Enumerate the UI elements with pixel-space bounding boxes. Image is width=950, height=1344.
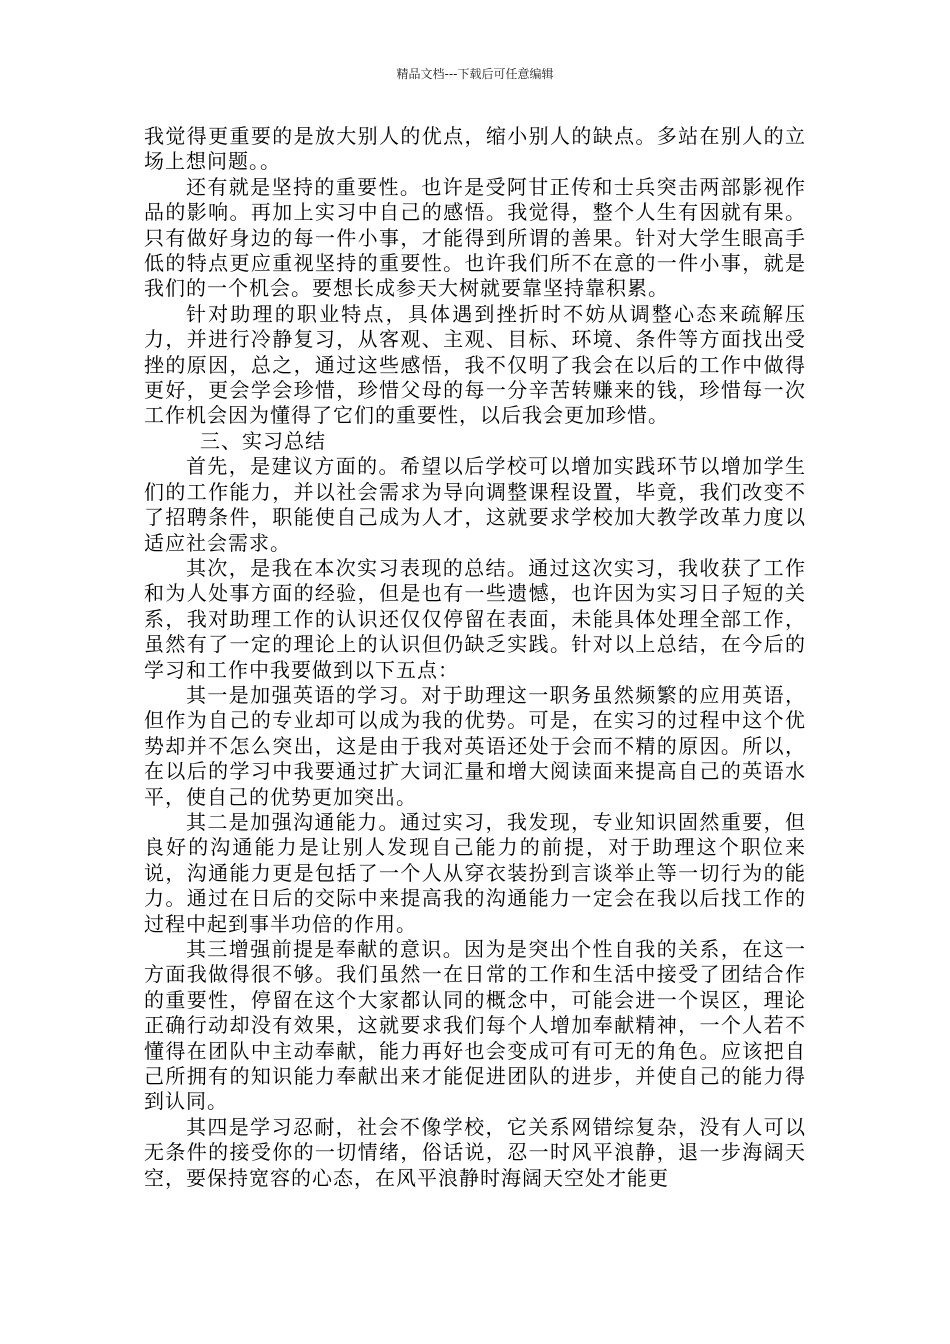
paragraph-8: 其三增强前提是奉献的意识。因为是突出个性自我的关系，在这一方面我做得很不够。我们虽然一在日常的工作和生活中接受了团结合作的重要性，停留在这个大家都认同的概念中，可能会进一个误区，理论正确行动却没有效果，这就要求我们每个人增加奉献精神，一个人若不懂得在团队中主动奉献，能力再好也会变成可有可无的角色。应该把自己所拥有的知识能力奉献出来才能促进团队的进步，并使自己的能力得到认同。 xyxy=(144,937,806,1114)
paragraph-6: 其一是加强英语的学习。对于助理这一职务虽然频繁的应用英语，但作为自己的专业却可以成为我的优势。可是，在实习的过程中这个优势却并不怎么突出，这是由于我对英语还处于会而不精的原因。所以，在以后的学习中我要通过扩大词汇量和增大阅读面来提高自己的英语水平，使自己的优势更加突出。 xyxy=(144,682,806,809)
page-header: 精品文档---下载后可任意编辑 xyxy=(396,67,554,81)
paragraph-7: 其二是加强沟通能力。通过实习，我发现，专业知识固然重要，但良好的沟通能力是让别人发现自己能力的前提，对于助理这个职位来说，沟通能力更是包括了一个人从穿衣装扮到言谈举止等一切行为的能力。通过在日后的交际中来提高我的沟通能力一定会在我以后找工作的过程中起到事半功倍的作用。 xyxy=(144,809,806,936)
paragraph-2: 还有就是坚持的重要性。也许是受阿甘正传和士兵突击两部影视作品的影响。再加上实习中自己的感悟。我觉得，整个人生有因就有果。只有做好身边的每一件小事，才能得到所谓的善果。针对大学生眼高手低的特点更应重视坚持的重要性。也许我们所不在意的一件小事，就是我们的一个机会。要想长成参天大树就要靠坚持靠积累。 xyxy=(144,174,806,301)
paragraph-4: 首先，是建议方面的。希望以后学校可以增加实践环节以增加学生们的工作能力，并以社会需求为导向调整课程设置，毕竟，我们改变不了招聘条件，职能使自己成为人才，这就要求学校加大教学改革力度以适应社会需求。 xyxy=(144,454,806,555)
paragraph-5: 其次，是我在本次实习表现的总结。通过这次实习，我收获了工作和为人处事方面的经验，但是也有一些遗憾，也许因为实习日子短的关系，我对助理工作的认识还仅仅停留在表面，未能具体处理全部工作，虽然有了一定的理论上的认识但仍缺乏实践。针对以上总结，在今后的学习和工作中我要做到以下五点： xyxy=(144,555,806,682)
paragraph-3: 针对助理的职业特点，具体遇到挫折时不妨从调整心态来疏解压力，并进行冷静复习，从客观、主观、目标、环境、条件等方面找出受挫的原因，总之，通过这些感悟，我不仅明了我会在以后的工作中做得更好，更会学会珍惜，珍惜父母的每一分辛苦转赚来的钱，珍惜每一次工作机会因为懂得了它们的重要性，以后我会更加珍惜。 xyxy=(144,301,806,428)
document-body xyxy=(144,124,806,1191)
paragraph-1: 我觉得更重要的是放大别人的优点，缩小别人的缺点。多站在别人的立场上想问题。。 xyxy=(144,124,806,174)
paragraph-9: 其四是学习忍耐，社会不像学校，它关系网错综复杂，没有人可以无条件的接受你的一切情绪，俗话说，忍一时风平浪静，退一步海阔天空，要保持宽容的心态，在风平浪静时海阔天空处才能更 xyxy=(144,1114,806,1190)
section-heading: 三、实习总结 xyxy=(200,428,326,453)
